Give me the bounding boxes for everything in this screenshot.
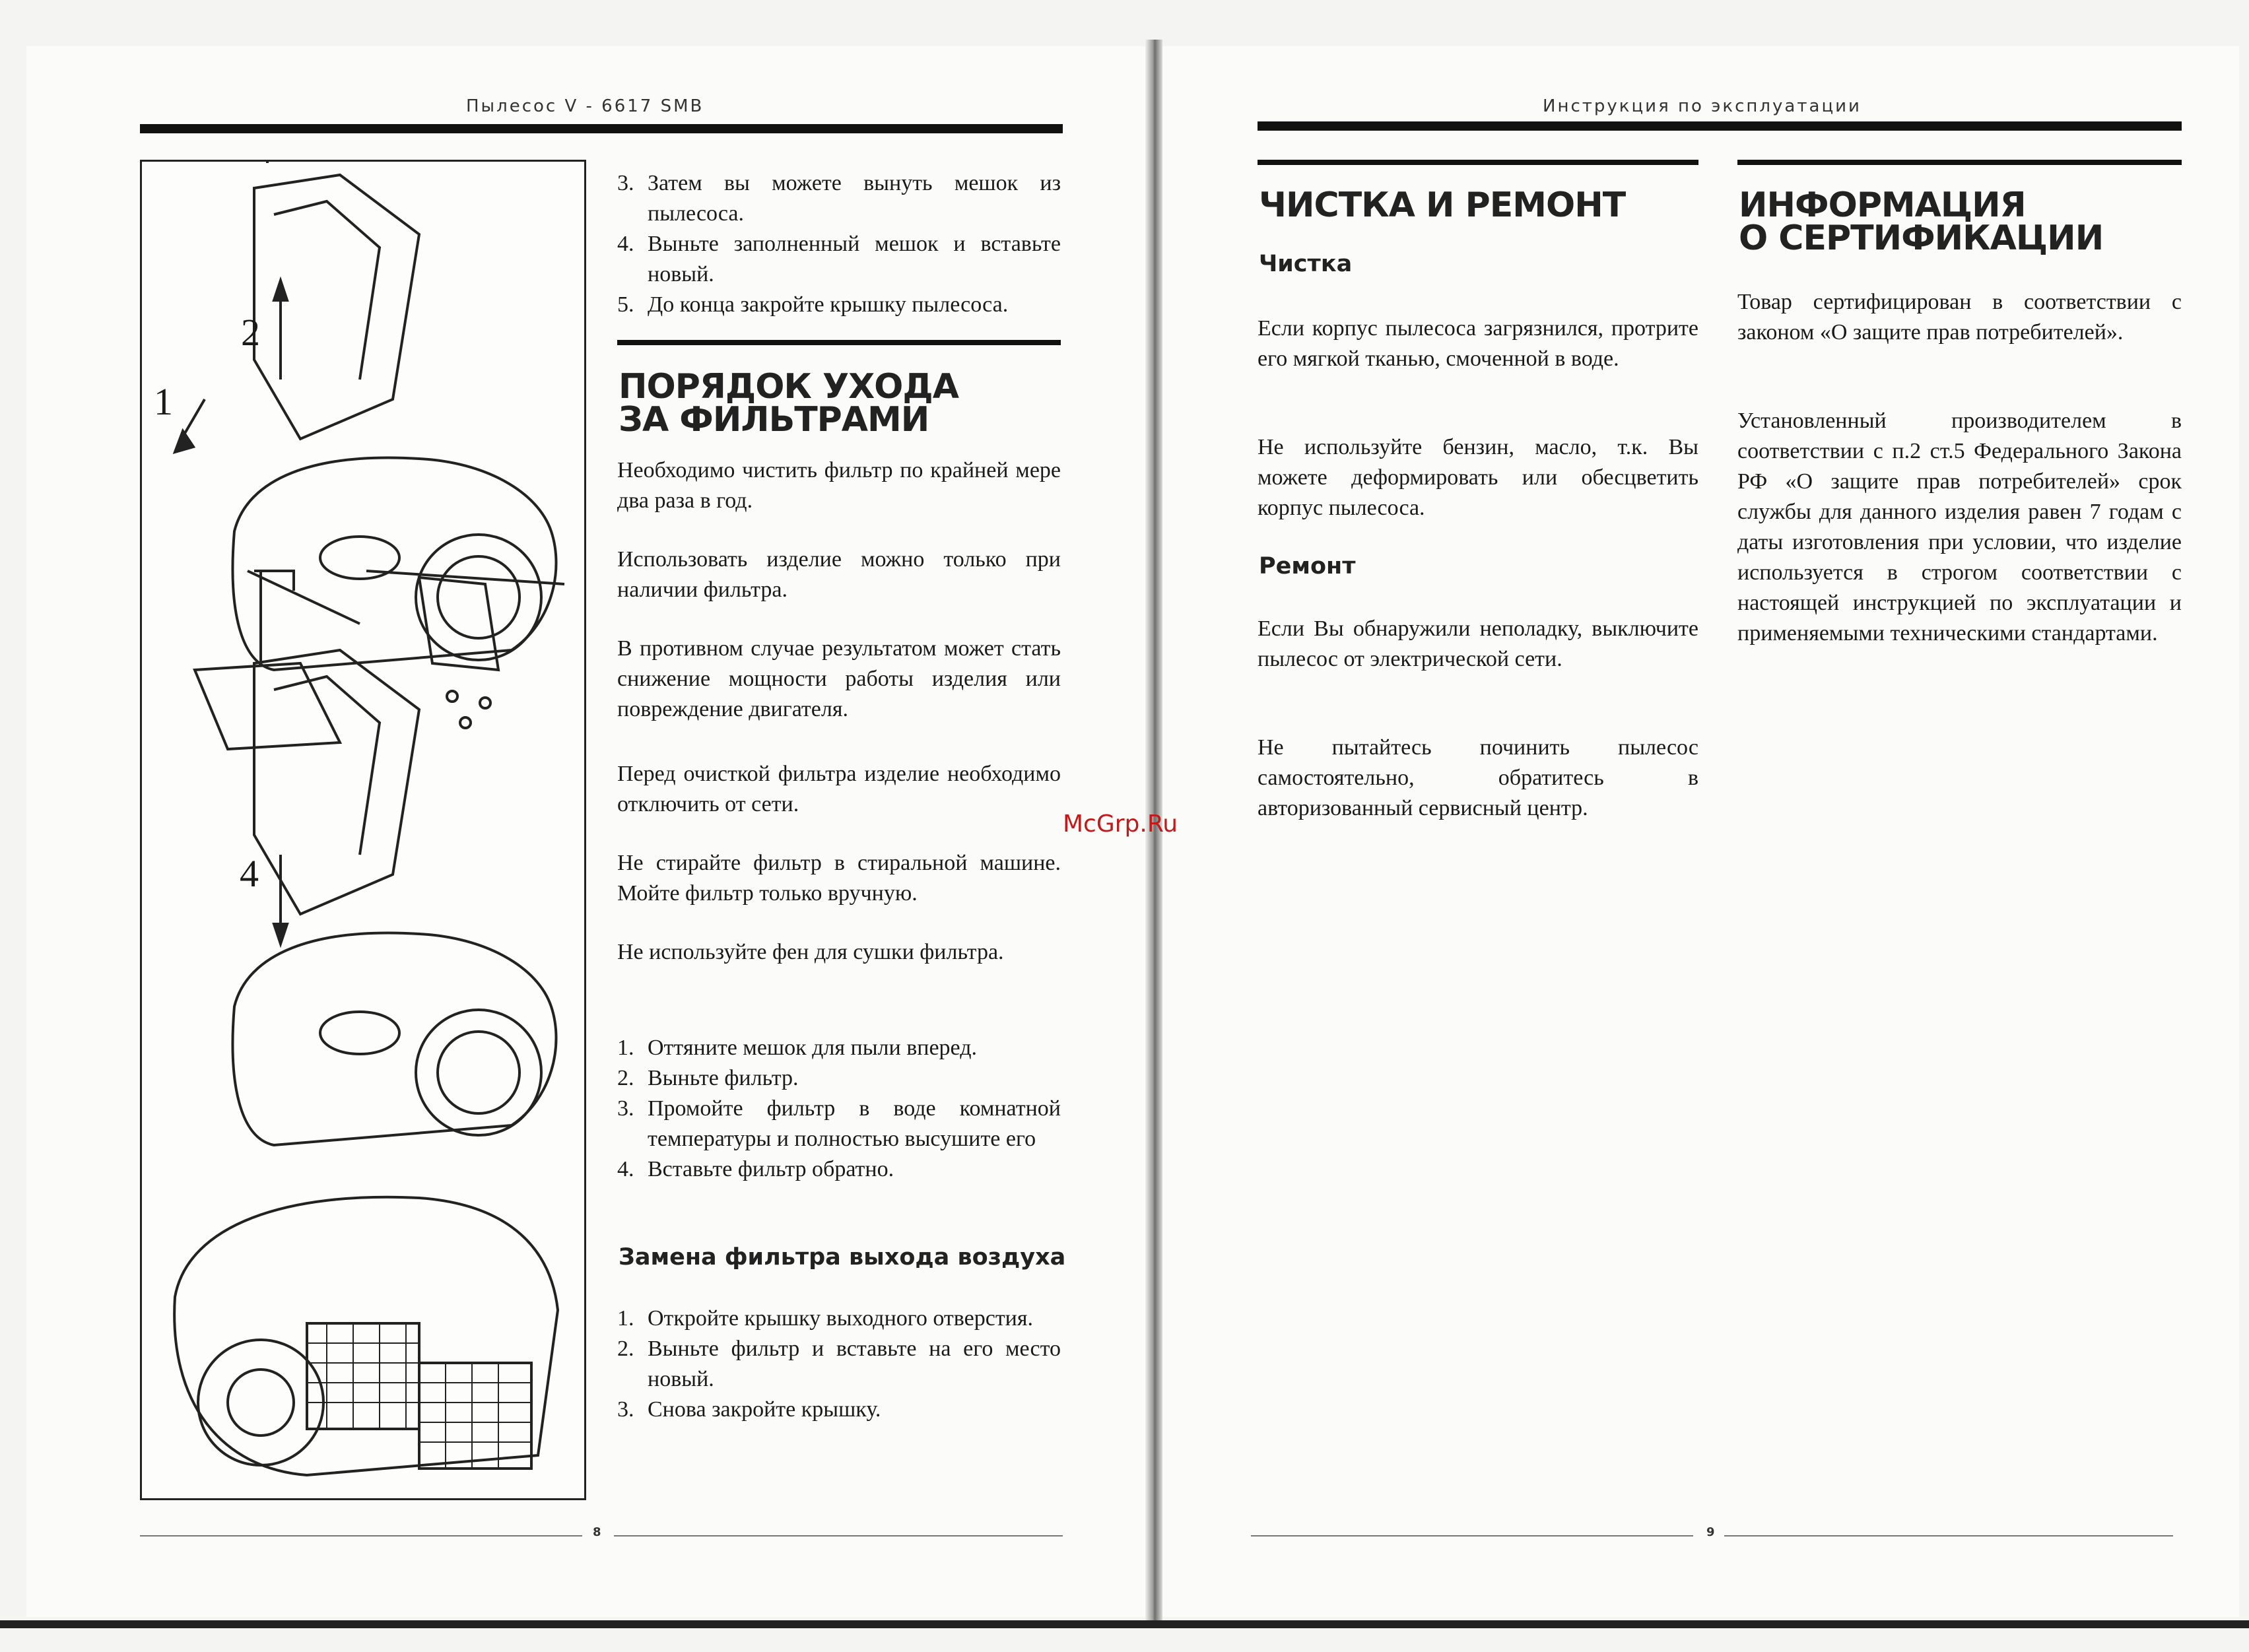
repair-paragraph: Не пытайтесь починить пылесос самостоятельно, обратитесь в авторизованный сервисный центр. (1258, 735, 1698, 820)
right-footer-line (1724, 1535, 2173, 1536)
right-page (1157, 46, 2239, 1617)
right-header-rule (1258, 121, 2182, 131)
repair-paragraph: Если Вы обнаружили неполадку, выключите пылесос от электрической сети. (1258, 616, 1698, 671)
filters-heading-line1: ПОРЯДОК УХОДА (619, 367, 958, 407)
illustration-frame (140, 160, 586, 1500)
cleaning-paragraph: Не используйте бензин, масло, т.к. Вы можете деформировать или обесцветить корпус пылесоса. (1258, 435, 1698, 520)
cert-heading-line2: О СЕРТИФИКАЦИИ (1739, 218, 2104, 258)
list-item: 3. Затем вы можете вынуть мешок из пылесоса. (617, 171, 1061, 226)
vacuum-illustrations (142, 162, 584, 1498)
step-label-2: 2 (241, 311, 260, 354)
repair-subheading: Ремонт (1259, 553, 1356, 579)
filters-paragraph: Перед очисткой фильтра изделие необходимо отключить от сети. (617, 762, 1061, 816)
left-page-number: 8 (593, 1525, 601, 1539)
list-item: 3. Промойте фильтр в воде комнатной температуры и полностью высушите его (617, 1096, 1061, 1151)
list-item: 5. До конца закройте крышку пылесоса. (617, 292, 1009, 317)
list-item: 1. Откройте крышку выходного отверстия. (617, 1306, 1034, 1331)
bag-steps-list (617, 168, 1061, 320)
page-bottom-edge (0, 1620, 2249, 1628)
section-rule (617, 340, 1061, 345)
cleaning-paragraph: Если корпус пылесоса загрязнился, протрите его мягкой тканью, смоченной в воде. (1258, 316, 1698, 371)
cert-paragraph: Установленный производителем в соответствии с п.2 ст.5 Федерального Закона РФ «О защите прав потребителей» срок службы для данного изделия равен 7 годам с даты изготовления при условии, что изделие используется в строгом соответствии с настоящей инструкцией по эксплуатации и применяемыми техническими стандартами. (1737, 409, 2182, 645)
air-filter-heading: Замена фильтра выхода воздуха (619, 1244, 1066, 1271)
filter-steps-list (617, 1033, 1061, 1185)
cleaning-rule (1258, 160, 1698, 165)
air-filter-steps-list (617, 1304, 1061, 1425)
filters-heading-line2: ЗА ФИЛЬТРАМИ (619, 400, 929, 440)
left-footer-line (140, 1535, 582, 1536)
right-running-head: Инструкция по эксплуатации (1543, 96, 1862, 116)
cleaning-subheading: Чистка (1259, 251, 1353, 277)
list-item: 2. Выньте фильтр и вставьте на его место новый. (617, 1337, 1061, 1391)
cert-heading-line1: ИНФОРМАЦИЯ (1739, 185, 2026, 225)
cert-rule (1737, 160, 2182, 165)
left-footer-line (614, 1535, 1063, 1536)
filters-paragraph: Не стирайте фильтр в стиральной машине. Мойте фильтр только вручную. (617, 851, 1061, 906)
filters-paragraph: Необходимо чистить фильтр по крайней мере два раза в год. (617, 458, 1061, 513)
cleaning-heading: ЧИСТКА И РЕМОНТ (1259, 185, 1626, 225)
filters-paragraph: Использовать изделие можно только при наличии фильтра. (617, 547, 1061, 602)
right-page-number: 9 (1706, 1525, 1715, 1539)
filters-paragraph: В противном случае результатом может стать снижение мощности работы изделия или повреждение двигателя. (617, 636, 1061, 721)
cert-paragraph: Товар сертифицирован в соответствии с законом «О защите прав потребителей». (1737, 290, 2182, 345)
watermark: McGrp.Ru (1063, 810, 1178, 838)
list-item: 1. Оттяните мешок для пыли вперед. (617, 1036, 977, 1060)
filters-paragraph: Не используйте фен для сушки фильтра. (617, 940, 1004, 964)
step-label-4: 4 (240, 852, 259, 895)
list-item: 2. Выньте фильтр. (617, 1066, 799, 1090)
right-footer-line (1251, 1535, 1693, 1536)
left-running-head: Пылесос V - 6617 SMB (466, 96, 704, 116)
list-item: 3. Снова закройте крышку. (617, 1397, 881, 1422)
list-item: 4. Выньте заполненный мешок и вставьте новый. (617, 232, 1061, 286)
list-item: 4. Вставьте фильтр обратно. (617, 1157, 894, 1181)
step-label-1: 1 (154, 380, 173, 423)
left-header-rule (140, 124, 1063, 133)
